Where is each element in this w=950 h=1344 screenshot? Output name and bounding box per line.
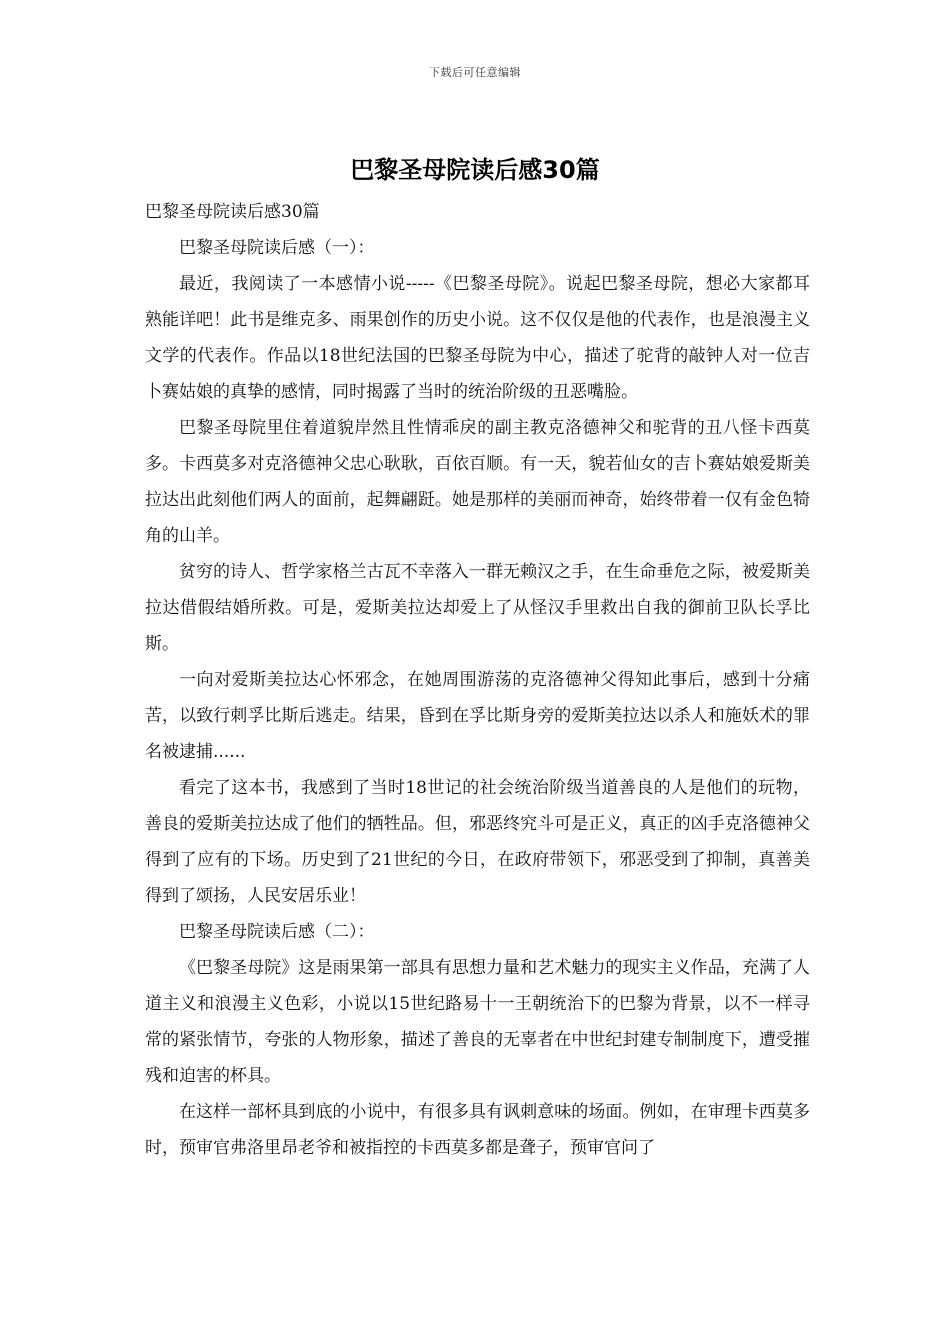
document-title: 巴黎圣母院读后感30篇 [350, 156, 600, 184]
body-subtitle: 巴黎圣母院读后感30篇 [145, 202, 320, 222]
body-paragraph: 在这样一部杯具到底的小说中，有很多具有讽刺意味的场面。例如，在审理卡西莫多时，预审官弗洛里昂老爷和被指控的卡西莫多都是聋子，预审官问了 [145, 1102, 810, 1158]
section-heading-2: 巴黎圣母院读后感（二）： [179, 922, 375, 942]
body-paragraph: 《巴黎圣母院》这是雨果第一部具有思想力量和艺术魅力的现实主义作品，充满了人道主义和浪漫主义色彩，小说以15世纪路易十一王朝统治下的巴黎为背景，以不一样寻常的紧张情节，夸张的人物形象，描述了善良的无辜者在中世纪封建专制制度下，遭受摧残和迫害的杯具。 [145, 958, 810, 1086]
body-paragraph: 贫穷的诗人、哲学家格兰古瓦不幸落入一群无赖汉之手，在生命垂危之际，被爱斯美拉达借假结婚所救。可是，爱斯美拉达却爱上了从怪汉手里救出自我的御前卫队长孚比斯。 [145, 562, 810, 654]
body-paragraph: 最近，我阅读了一本感情小说-----《巴黎圣母院》。说起巴黎圣母院，想必大家都耳熟能详吧！此书是维克多、雨果创作的历史小说。这不仅仅是他的代表作，也是浪漫主义文学的代表作。作品以18世纪法国的巴黎圣母院为中心，描述了驼背的敲钟人对一位吉卜赛姑娘的真挚的感情，同时揭露了当时的统治阶级的丑恶嘴脸。 [145, 274, 810, 402]
document-body [145, 194, 810, 1166]
body-paragraph: 巴黎圣母院里住着道貌岸然且性情乖戾的副主教克洛德神父和驼背的丑八怪卡西莫多。卡西莫多对克洛德神父忠心耿耿，百依百顺。有一天，貌若仙女的吉卜赛姑娘爱斯美拉达出此刻他们两人的面前，起舞翩跹。她是那样的美丽而神奇，始终带着一仅有金色犄角的山羊。 [145, 418, 810, 546]
section-heading-1: 巴黎圣母院读后感（一）： [179, 238, 375, 258]
body-paragraph: 一向对爱斯美拉达心怀邪念，在她周围游荡的克洛德神父得知此事后，感到十分痛苦，以致行刺孚比斯后逃走。结果，昏到在孚比斯身旁的爱斯美拉达以杀人和施妖术的罪名被逮捕...... [145, 670, 810, 762]
header-note: 下载后可任意编辑 [429, 66, 521, 79]
body-paragraph: 看完了这本书，我感到了当时18世记的社会统治阶级当道善良的人是他们的玩物，善良的爱斯美拉达成了他们的牺牲品。但，邪恶终究斗可是正义，真正的凶手克洛德神父得到了应有的下场。历史到了21世纪的今日，在政府带领下，邪恶受到了抑制，真善美得到了颂扬，人民安居乐业！ [145, 778, 810, 906]
